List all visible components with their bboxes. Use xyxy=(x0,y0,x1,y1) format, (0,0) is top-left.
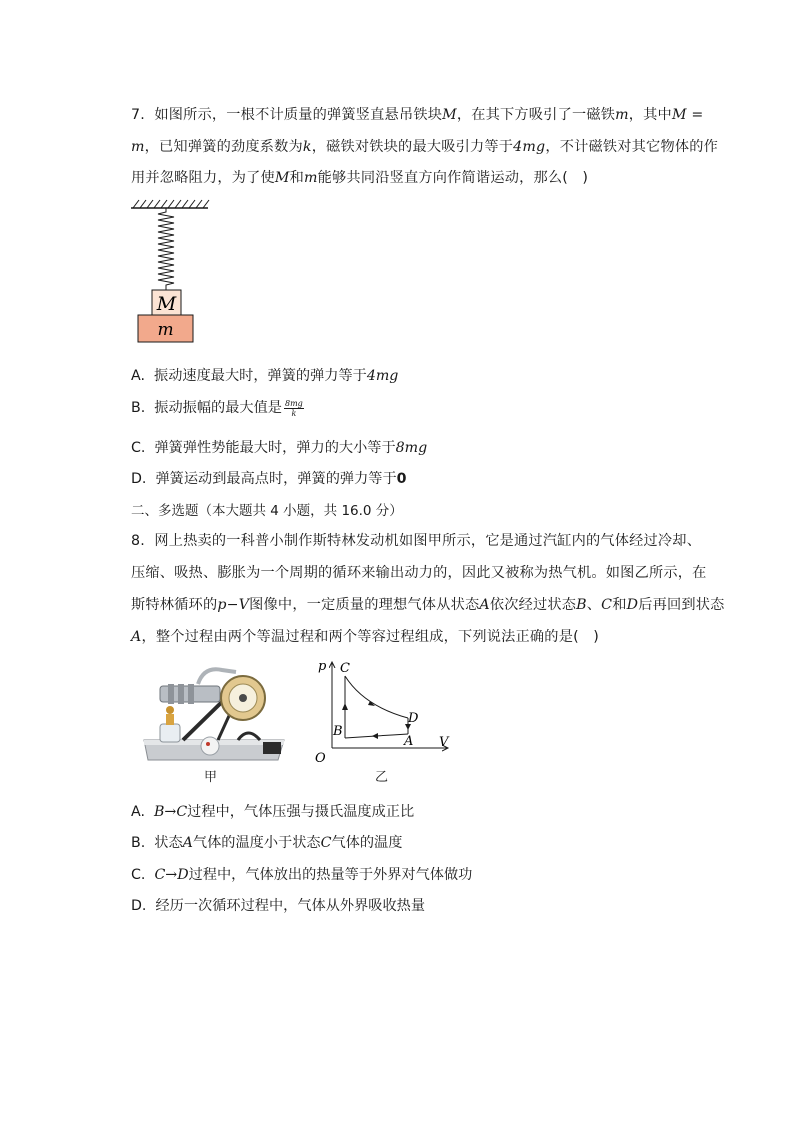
arrow-BC xyxy=(342,703,348,710)
math-B: B xyxy=(576,597,587,613)
math-m: m xyxy=(615,107,629,123)
math-A: A xyxy=(131,629,142,645)
q7-line-1 xyxy=(131,104,703,124)
option-math: C xyxy=(320,835,332,851)
fraction-numerator: 8mg xyxy=(284,398,303,408)
arrow-AB xyxy=(372,733,378,739)
q7-line-3 xyxy=(131,167,588,187)
point-C-label: C xyxy=(340,661,350,676)
math-M: M xyxy=(442,107,457,123)
block-m-label: m xyxy=(157,320,174,340)
q8-text: 网上热卖的一科普小制作斯特林发动机如图甲所示，它是通过汽缸内的气体经过冷却、 xyxy=(154,533,702,549)
curve-CD xyxy=(345,676,408,718)
q8-line-1 xyxy=(131,530,701,550)
q7-option-b[interactable] xyxy=(131,397,304,418)
q7-text: 和 xyxy=(289,170,305,186)
option-label: D. xyxy=(131,471,147,487)
q8-line-3 xyxy=(131,594,725,614)
math-m: m xyxy=(304,170,318,186)
v-axis-label: V xyxy=(439,735,449,750)
option-label: A. xyxy=(131,804,145,820)
q7-number: 7. xyxy=(131,107,145,123)
q8-text: 依次经过状态 xyxy=(489,597,577,613)
option-text: 气体的温度 xyxy=(331,835,403,851)
option-math: B→C xyxy=(154,804,188,820)
caption-yi: 乙 xyxy=(375,770,389,785)
stirling-engine-photo xyxy=(138,656,288,768)
q7-text: ，磁铁对铁块的最大吸引力等于 xyxy=(311,139,514,155)
q7-text: ，其中 xyxy=(628,107,672,123)
point-A-label: A xyxy=(404,734,414,749)
q8-text: 斯特林循环的 xyxy=(131,597,218,613)
q8-text: 后再回到状态 xyxy=(638,597,725,613)
math-A: A xyxy=(479,597,490,613)
q7-line-2 xyxy=(131,136,718,156)
option-text: 过程中，气体放出的热量等于外界对气体做功 xyxy=(188,867,473,883)
q7-text: ，在其下方吸引了一磁铁 xyxy=(456,107,616,123)
q7-option-a[interactable] xyxy=(131,365,398,385)
q7-spring-figure xyxy=(128,196,212,348)
q7-option-c[interactable] xyxy=(131,437,427,457)
q8-line-2 xyxy=(131,562,707,582)
option-label: C. xyxy=(131,440,146,456)
q8-option-c[interactable] xyxy=(131,864,472,884)
q8-option-d[interactable] xyxy=(131,895,425,915)
option-label: B. xyxy=(131,835,146,851)
math-M: M xyxy=(274,170,290,186)
p-axis-label: p xyxy=(318,659,327,674)
math-D: D xyxy=(626,597,639,613)
math-4mg: 4mg xyxy=(513,139,546,155)
option-math: 4mg xyxy=(366,368,399,384)
ceiling-hatch xyxy=(133,200,209,208)
option-text: 气体的温度小于状态 xyxy=(192,835,321,851)
option-label: B. xyxy=(131,400,146,416)
math-eq: M = xyxy=(671,107,704,123)
section-title: 二、多选题（本大题共 4 小题，共 16.0 分） xyxy=(131,503,403,519)
q8-number: 8. xyxy=(131,533,145,549)
spring xyxy=(158,208,174,290)
q8-text: 、 xyxy=(586,597,602,613)
option-math: A xyxy=(182,835,193,851)
caption-jia: 甲 xyxy=(204,770,218,785)
math-pv: p−V xyxy=(217,597,250,613)
option-math: C→D xyxy=(154,867,189,883)
q7-text: 用并忽略阻力，为了使 xyxy=(131,170,275,186)
option-text: 状态 xyxy=(154,835,183,851)
q7-text: ，已知弹簧的劲度系数为 xyxy=(144,139,303,155)
q8-text: 压缩、吸热、膨胀为一个周期的循环来输出动力的，因此又被称为热气机。如图乙所示，在 xyxy=(131,565,707,581)
option-text: 弹簧运动到最高点时，弹簧的弹力等于 xyxy=(155,471,397,487)
q7-text: 能够共同沿竖直方向作简谐运动，那么( ) xyxy=(317,170,589,186)
math-C: C xyxy=(601,597,613,613)
option-label: C. xyxy=(131,867,146,883)
pv-graph xyxy=(312,654,458,766)
option-text: 振动速度最大时，弹簧的弹力等于 xyxy=(154,368,367,384)
q8-option-b[interactable] xyxy=(131,832,402,852)
point-D-label: D xyxy=(408,711,419,726)
q8-text: ，整个过程由两个等温过程和两个等容过程组成，下列说法正确的是( ) xyxy=(141,629,599,645)
q8-option-a[interactable] xyxy=(131,801,414,821)
q7-text: 如图所示，一根不计质量的弹簧竖直悬吊铁块 xyxy=(154,107,443,123)
option-math: 0 xyxy=(396,471,407,487)
block-M-label: M xyxy=(156,293,177,315)
option-label: D. xyxy=(131,898,147,914)
option-text: 经历一次循环过程中，气体从外界吸收热量 xyxy=(155,898,426,914)
q7-option-d[interactable] xyxy=(131,468,407,488)
option-text: 振动振幅的最大值是 xyxy=(154,400,282,416)
origin-label: O xyxy=(315,751,326,766)
q7-text: ，不计磁铁对其它物体的作 xyxy=(545,139,718,155)
fraction-denominator: k xyxy=(291,408,297,418)
fraction xyxy=(284,399,304,418)
option-text: 弹簧弹性势能最大时，弹力的大小等于 xyxy=(154,440,396,456)
point-B-label: B xyxy=(333,724,343,739)
q8-text: 和 xyxy=(612,597,627,613)
math-k: k xyxy=(302,139,312,155)
math-m: m xyxy=(131,139,145,155)
option-label: A. xyxy=(131,368,145,384)
option-text: 过程中，气体压强与摄氏温度成正比 xyxy=(187,804,415,820)
q8-line-4 xyxy=(131,626,599,646)
q8-text: 图像中，一定质量的理想气体从状态 xyxy=(249,597,480,613)
option-math: 8mg xyxy=(395,440,428,456)
